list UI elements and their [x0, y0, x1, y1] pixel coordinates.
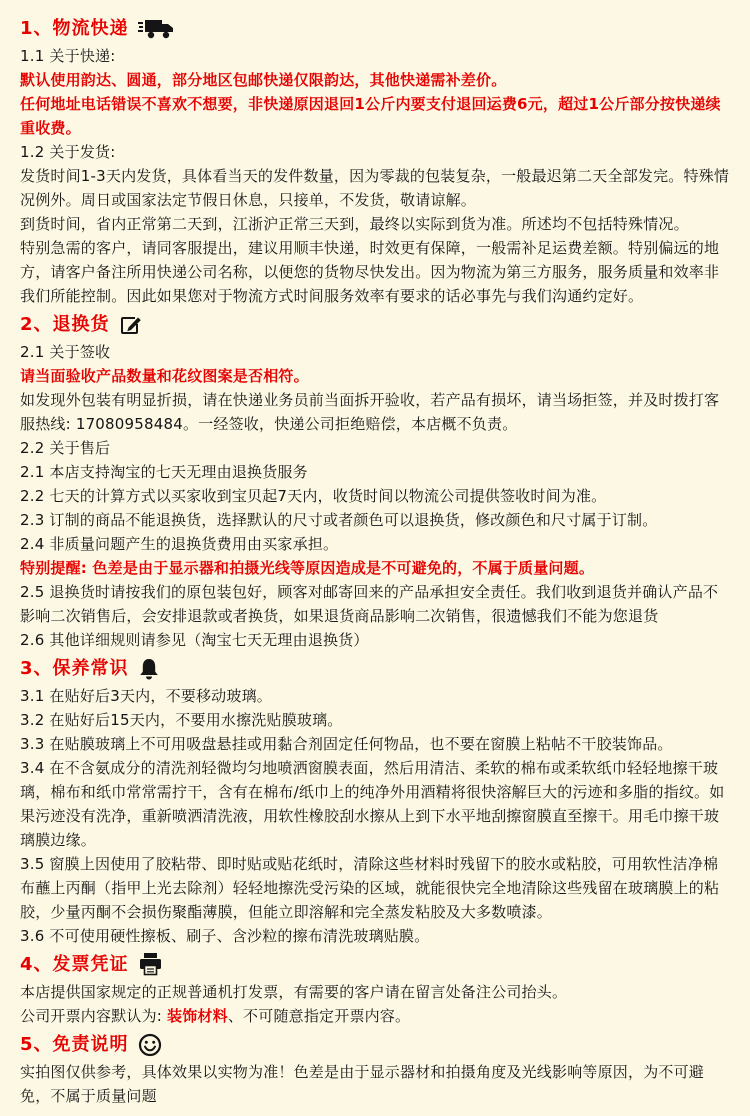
section-title-text: 3、保养常识 [20, 658, 129, 679]
body-text: 2.1 关于签收 [20, 343, 111, 361]
body-text: 2.3 订制的商品不能退换货，选择默认的尺寸或者颜色可以退换货，修改颜色和尺寸属于订制。 [20, 511, 658, 529]
body-text: 2.1 本店支持淘宝的七天无理由退换货服务 [20, 463, 308, 481]
paragraph [20, 340, 732, 364]
paragraph [20, 460, 732, 484]
truck-icon [138, 18, 174, 40]
body-text: 3.6 不可使用硬性擦板、刷子、含沙粒的擦布清洗玻璃贴膜。 [20, 927, 430, 945]
body-text: 3.1 在贴好后3天内，不要移动玻璃。 [20, 687, 272, 705]
section-title-text: 4、发票凭证 [20, 954, 129, 975]
paragraph [20, 92, 732, 140]
body-text: 2.4 非质量问题产生的退换货费用由买家承担。 [20, 535, 339, 553]
section-title-disclaimer [20, 1031, 732, 1058]
body-text: 到货时间，省内正常第二天到，江浙沪正常三天到，最终以实际到货为准。所述均不包括特殊情况。 [20, 215, 689, 233]
paragraph [20, 1060, 732, 1108]
paragraph [20, 68, 732, 92]
body-text: 2.5 退换货时请按我们的原包装包好，顾客对邮寄回来的产品承担安全责任。我们收到退货并确认产品不影响二次销售后，会安排退款或者换货，如果退货商品影响二次销售，很遗憾我们不能为您退货 [20, 583, 719, 625]
paragraph [20, 236, 732, 308]
body-text: 2.6 其他详细规则请参见（淘宝七天无理由退换货） [20, 631, 369, 649]
body-text: 1.2 关于发货: [20, 143, 116, 161]
paragraph [20, 140, 732, 164]
paragraph [20, 628, 732, 652]
section-title-care [20, 655, 732, 682]
section-title-text: 1、物流快递 [20, 18, 129, 39]
paragraph [20, 1004, 732, 1028]
paragraph [20, 580, 732, 628]
paragraph [20, 484, 732, 508]
body-text: 如发现外包装有明显折损，请在快递业务员前当面拆开验收，若产品有损坏，请当场拒签，并及时拨打客服热线: 17080958484。一经签收，快递公司拒绝赔偿，本店概不负责。 [20, 391, 720, 433]
body-text: 、不可随意指定开票内容。 [227, 1007, 411, 1025]
section-invoice [20, 951, 732, 1028]
paragraph [20, 44, 732, 68]
highlight-text: 默认使用韵达、圆通，部分地区包邮快递仅限韵达，其他快递需补差价。 [20, 71, 507, 89]
section-care [20, 655, 732, 948]
body-text: 3.4 在不含氨成分的清洗剂轻微均匀地喷洒窗膜表面，然后用清洁、柔软的棉布或柔软纸巾轻轻地擦干玻璃，棉布和纸巾常常需拧干，含有在棉布/纸巾上的纯净外用酒精将很快溶解巨大的污迹和多脂的指纹。如果污迹没有洗净，重新喷洒清洗液，用软性橡胶刮水擦从上到下水平地刮擦窗膜直至擦干。用毛巾擦干玻璃膜边缘。 [20, 759, 725, 849]
highlight-text: 装饰材料 [167, 1007, 228, 1025]
body-text: 本店提供国家规定的正规普通机打发票，有需要的客户请在留言处备注公司抬头。 [20, 983, 568, 1001]
body-text: 发货时间1-3天内发货，具体看当天的发件数量，因为零裁的包装复杂，一般最迟第二天全部发完。特殊情况例外。周日或国家法定节假日休息，只接单，不发货，敬请谅解。 [20, 167, 730, 209]
paragraph [20, 708, 732, 732]
body-text: 3.5 窗膜上因使用了胶粘带、即时贴或贴花纸时，清除这些材料时残留下的胶水或粘胶，可用软性洁净棉布蘸上丙酮（指甲上光去除剂）轻轻地擦洗受污染的区域，就能很快完全地清除这些残留在玻璃膜上的粘胶，少量丙酮不会损伤聚酯薄膜，但能立即溶解和完全蒸发粘胶及大多数喷漆。 [20, 855, 720, 921]
body-text: 2.2 七天的计算方式以买家收到宝贝起7天内，收货时间以物流公司提供签收时间为准。 [20, 487, 607, 505]
section-title-logistics [20, 15, 732, 42]
body-text: 实拍图仅供参考，具体效果以实物为准！色差是由于显示器材和拍摄角度及光线影响等原因，为不可避免，不属于质量问题 [20, 1063, 705, 1105]
policy-sections [20, 15, 732, 1108]
paragraph [20, 684, 732, 708]
paragraph [20, 436, 732, 460]
edit-icon [119, 313, 143, 337]
body-text: 2.2 关于售后 [20, 439, 111, 457]
paragraph [20, 164, 732, 212]
paragraph [20, 532, 732, 556]
smiley-icon [138, 1033, 162, 1057]
highlight-text: 任何地址电话错误不喜欢不想要，非快递原因退回1公斤内要支付退回运费6元，超过1公斤部分按快递续重收费。 [20, 95, 721, 137]
body-text: 公司开票内容默认为: [20, 1007, 168, 1025]
paragraph [20, 212, 732, 236]
paragraph [20, 556, 732, 580]
highlight-text: 请当面验收产品数量和花纹图案是否相符。 [20, 367, 309, 385]
section-returns [20, 311, 732, 652]
paragraph [20, 732, 732, 756]
paragraph [20, 508, 732, 532]
paragraph [20, 924, 732, 948]
paragraph [20, 852, 732, 924]
section-title-text: 2、退换货 [20, 314, 110, 335]
paragraph [20, 980, 732, 1004]
body-text: 3.3 在贴膜玻璃上不可用吸盘悬挂或用黏合剂固定任何物品，也不要在窗膜上粘帖不干胶装饰品。 [20, 735, 673, 753]
body-text: 3.2 在贴好后15天内，不要用水擦洗贴膜玻璃。 [20, 711, 343, 729]
highlight-text: 特别提醒: 色差是由于显示器和拍摄光线等原因造成是不可避免的，不属于质量问题。 [20, 559, 595, 577]
paragraph [20, 364, 732, 388]
paragraph [20, 388, 732, 436]
section-title-invoice [20, 951, 732, 978]
section-title-returns [20, 311, 732, 338]
paragraph [20, 756, 732, 852]
body-text: 特别急需的客户，请同客服提出，建议用顺丰快递，时效更有保障，一般需补足运费差额。特别偏远的地方，请客户备注所用快递公司名称，以便您的货物尽快发出。因为物流为第三方服务，服务质量和效率非我们所能控制。因此如果您对于物流方式时间服务效率有要求的话必事先与我们沟通约定好。 [20, 239, 720, 305]
section-disclaimer [20, 1031, 732, 1108]
section-logistics [20, 15, 732, 308]
section-title-text: 5、免责说明 [20, 1034, 129, 1055]
printer-icon [138, 953, 163, 976]
body-text: 1.1 关于快递: [20, 47, 116, 65]
bell-icon [138, 657, 160, 681]
